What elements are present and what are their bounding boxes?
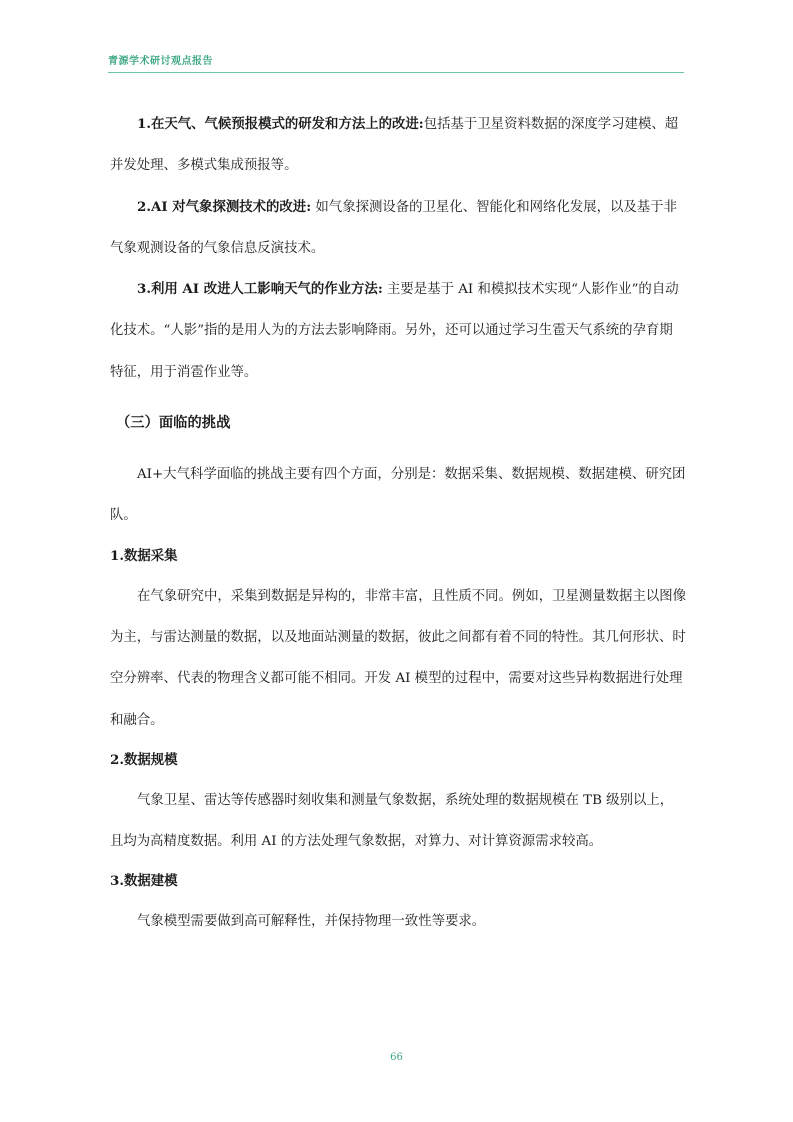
page-header	[108, 52, 684, 72]
header-divider	[108, 72, 684, 73]
page-number: 66	[390, 1052, 403, 1063]
list-item	[110, 104, 686, 187]
list-item	[110, 187, 686, 270]
item-label: 1.在天气、气候预报模式的研发和方法上的改进:	[137, 116, 424, 132]
item-text: 主要是基于 AI 和模拟技术实现“人影作业”的自动化技术。“人影”指的是用人为的方法去影响降雨。另外，还可以通过学习生雹天气系统的孕育期特征，用于消雹作业等。	[110, 282, 679, 380]
item-label: 2.AI 对气象探测技术的改进:	[137, 198, 312, 215]
item-text: 包括基于卫星资料数据的深度学习建模、超并发处理、多模式集成预报等。	[110, 117, 679, 174]
header-title: 青源学术研讨观点报告	[108, 56, 213, 67]
item-text: 如气象探测设备的卫星化、智能化和网络化发展，以及基于非气象观测设备的气象信息反演技术。	[110, 199, 677, 256]
subsection-body: 气象模型需要做到高可解释性，并保持物理一致性等要求。	[137, 914, 486, 930]
section-intro: AI+大气科学面临的挑战主要有四个方面，分别是：数据采集、数据规模、数据建模、研究团队。	[110, 467, 686, 524]
document-body	[110, 104, 686, 943]
list-item	[110, 269, 686, 393]
subsection-heading: 2.数据规模	[110, 751, 178, 768]
section-heading: （三）面临的挑战	[116, 415, 231, 432]
item-label: 3.利用 AI 改进人工影响天气的作业方法:	[137, 281, 383, 298]
subsection-body: 气象卫星、雷达等传感器时刻收集和测量气象数据，系统处理的数据规模在 TB 级别以上，且均为高精度数据。利用 AI 的方法处理气象数据，对算力、对计算资源需求较高。	[110, 792, 674, 850]
subsection-body: 在气象研究中，采集到数据是异构的，非常丰富，且性质不同。例如，卫星测量数据主以图像为主，与雷达测量的数据，以及地面站测量的数据，彼此之间都有着不同的特性。其几何形状、时空分辨率、代表的物理含义都可能不相同。开发 AI 模型的过程中，需要对这些异构数据进行处理和融合。	[110, 588, 687, 728]
subsection-heading: 3.数据建模	[110, 873, 178, 890]
subsection-heading: 1.数据采集	[110, 547, 178, 564]
